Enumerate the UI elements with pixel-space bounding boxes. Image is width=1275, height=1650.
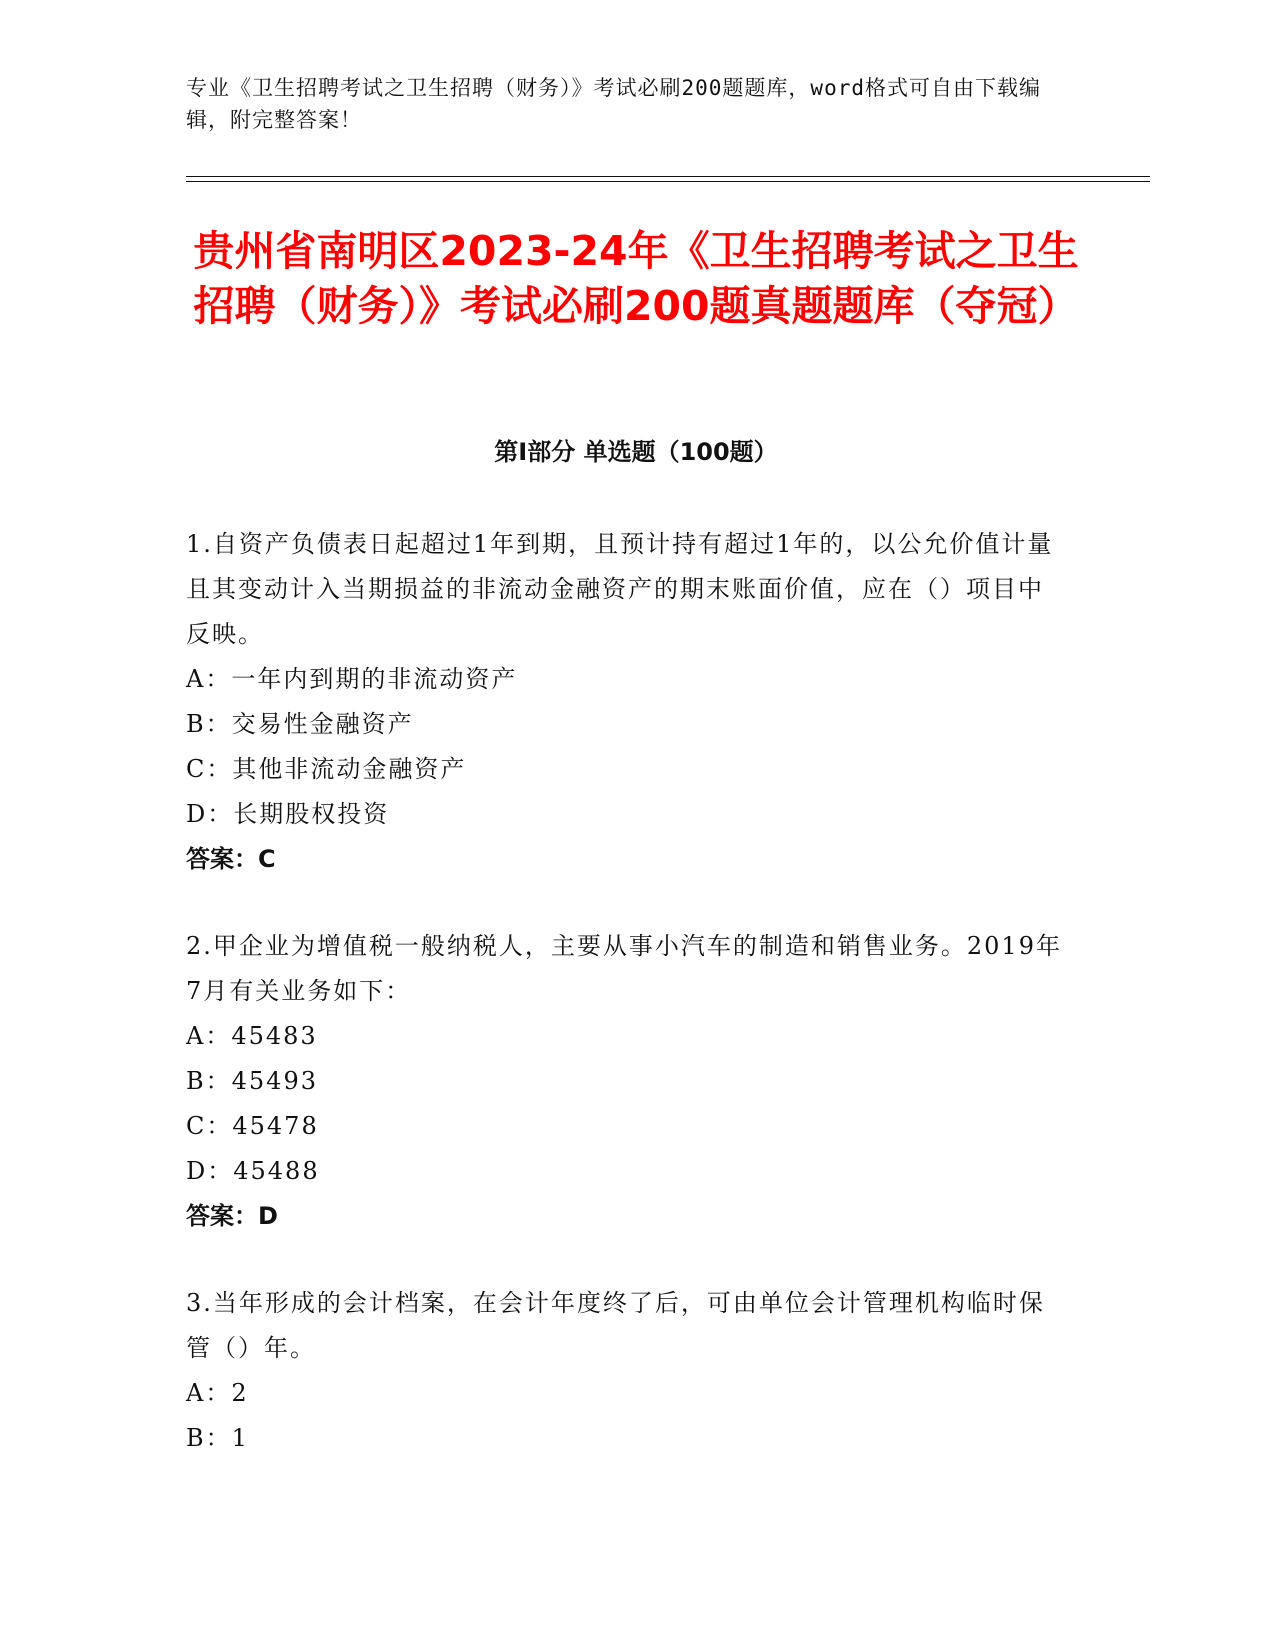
question-list	[186, 522, 1066, 1503]
question-text: 3.当年形成的会计档案，在会计年度终了后，可由单位会计管理机构临时保管（）年。	[186, 1289, 1045, 1362]
option-a: A：45483	[186, 1022, 318, 1050]
option-b: B：交易性金融资产	[186, 710, 414, 738]
question-text: 1.自资产负债表日起超过1年到期，且预计持有超过1年的，以公允价值计量且其变动计入当期损益的非流动金融资产的期末账面价值，应在（）项目中反映。	[186, 530, 1054, 648]
question-3	[186, 1281, 1066, 1461]
option-b: B：1	[186, 1424, 249, 1452]
option-d: D：长期股权投资	[186, 800, 390, 828]
option-c: C：45478	[186, 1112, 319, 1140]
header-rule-top	[186, 176, 1150, 177]
option-b: B：45493	[186, 1067, 318, 1095]
header-note: 专业《卫生招聘考试之卫生招聘（财务）》考试必刷200题题库，word格式可自由下载编辑，附完整答案！	[186, 76, 1041, 132]
question-1	[186, 522, 1066, 882]
document-title: 贵州省南明区2023-24年《卫生招聘考试之卫生招聘（财务）》考试必刷200题真题题库（夺冠）	[193, 227, 1079, 330]
option-a: A：一年内到期的非流动资产	[186, 665, 518, 693]
header-rule-bottom	[186, 181, 1150, 182]
option-d: D：45488	[186, 1157, 320, 1185]
option-a: A：2	[186, 1379, 249, 1407]
answer: 答案：D	[186, 1202, 278, 1230]
option-c: C：其他非流动金融资产	[186, 755, 467, 783]
section-title: 第Ⅰ部分 单选题（100题）	[494, 438, 778, 466]
question-2	[186, 924, 1066, 1239]
answer: 答案：C	[186, 845, 276, 873]
question-text: 2.甲企业为增值税一般纳税人，主要从事小汽车的制造和销售业务。2019年7月有关业务如下：	[186, 932, 1062, 1005]
